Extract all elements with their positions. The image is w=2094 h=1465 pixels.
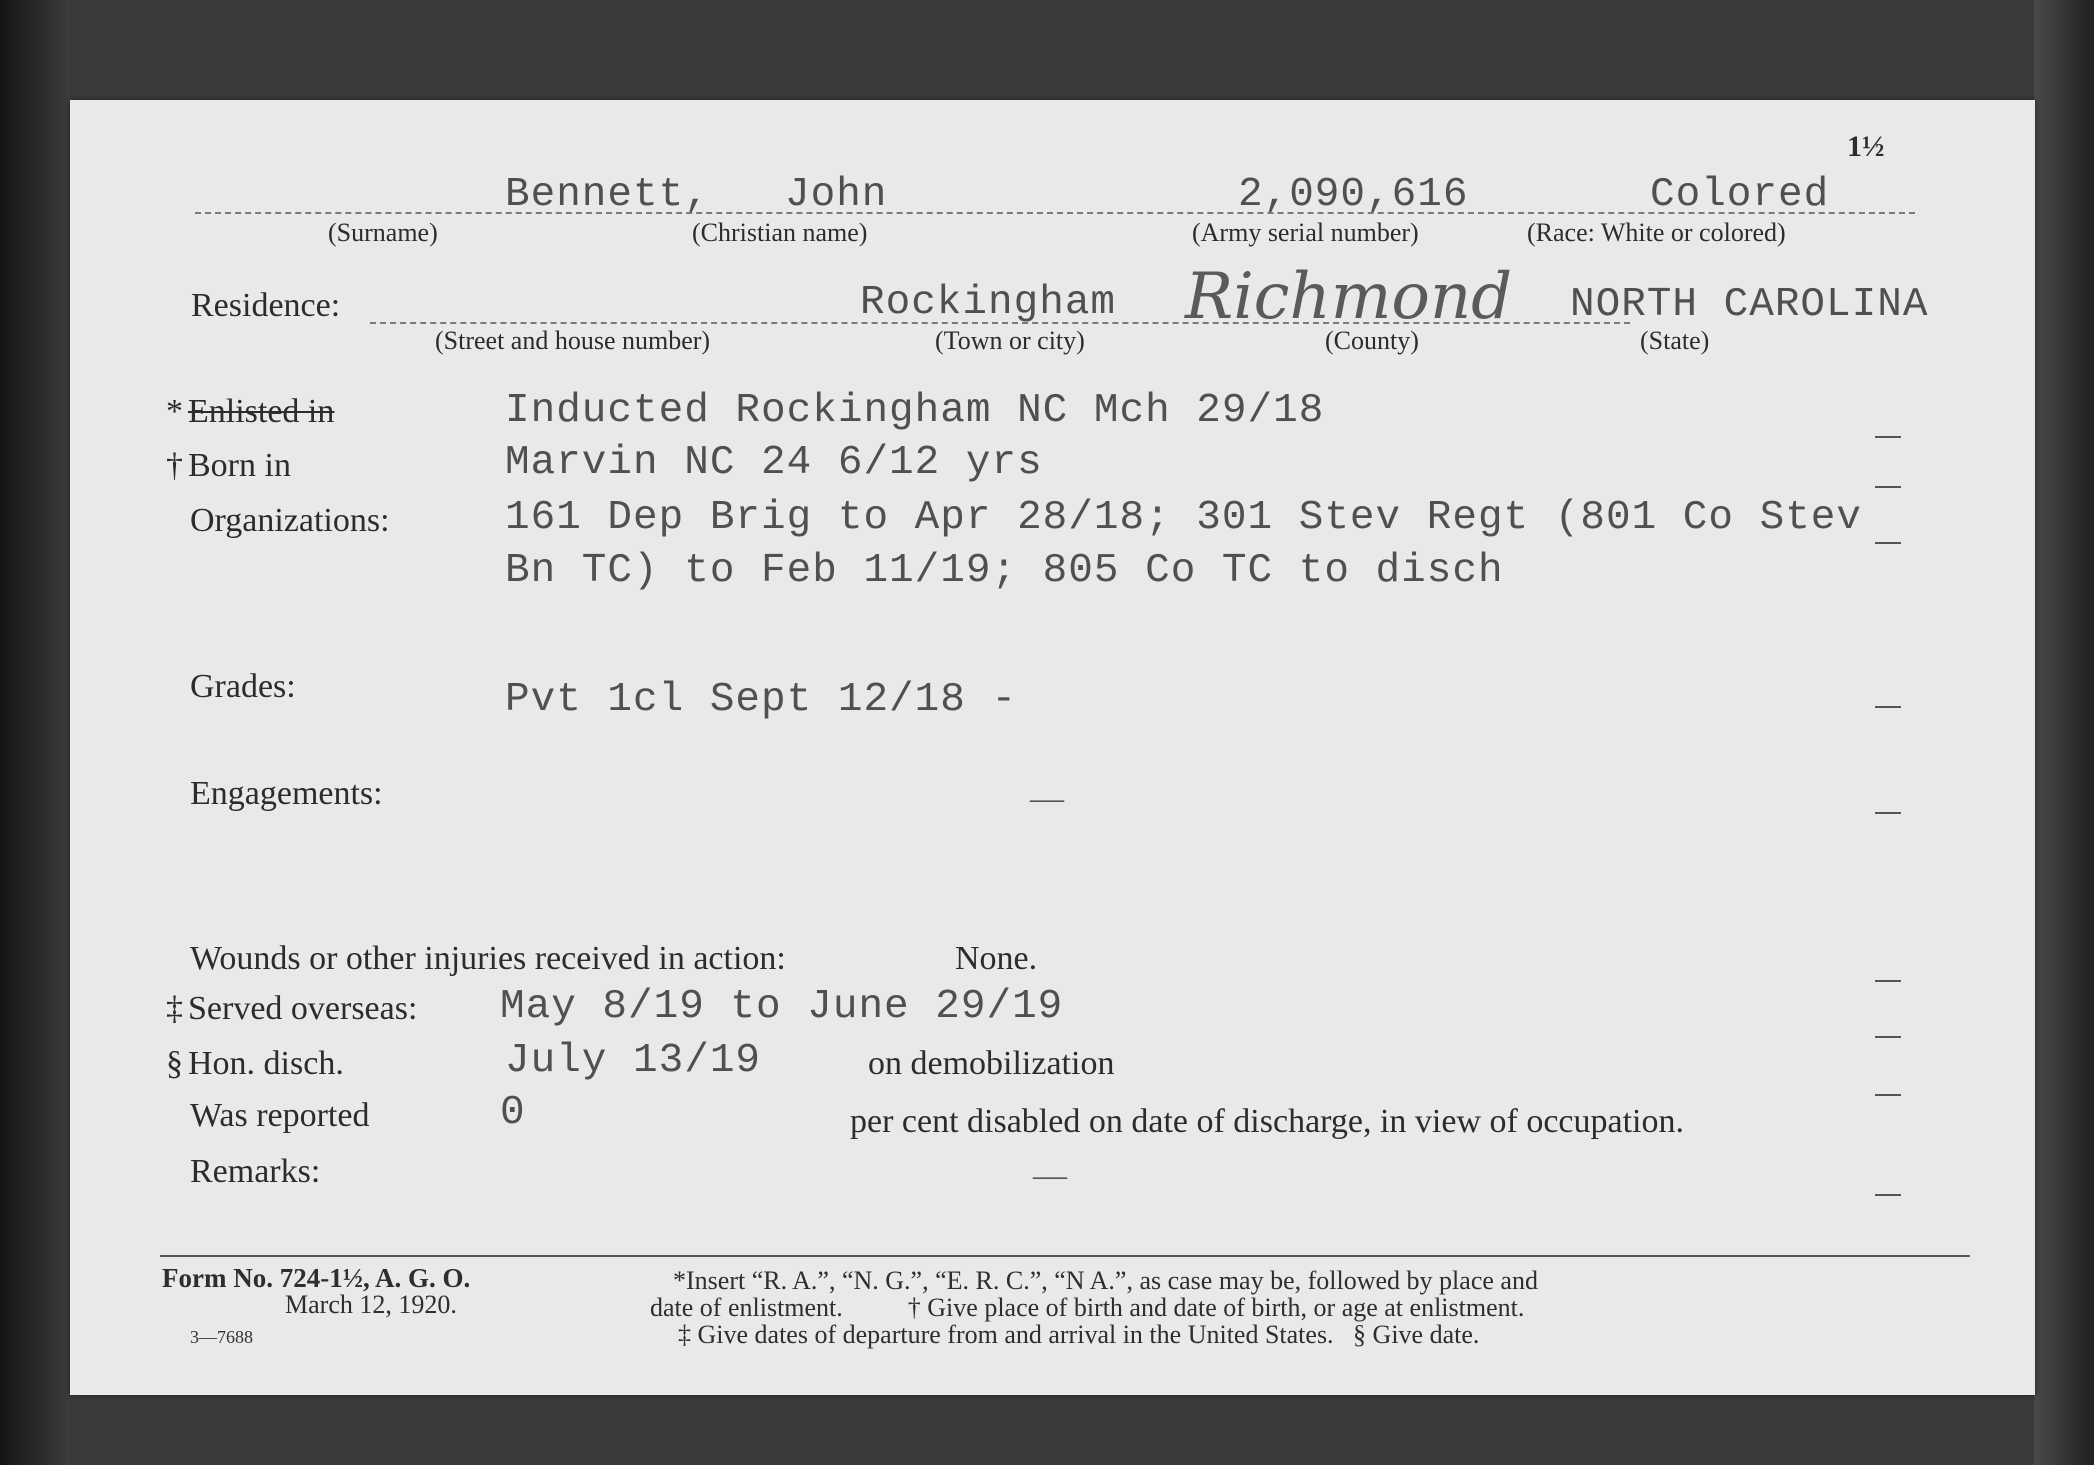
reported-value: 0 <box>500 1090 526 1136</box>
grades-label: Grades: <box>190 668 296 705</box>
overseas-value: May 8/19 to June 29/19 <box>500 984 1064 1030</box>
enlisted-value: Inducted Rockingham NC Mch 29/18 <box>505 388 1325 434</box>
county-handwritten-value: Richmond <box>1185 260 1513 334</box>
christian-name-value: John <box>785 172 888 218</box>
remarks-end-dash <box>1875 1194 1901 1196</box>
caption-county: (County) <box>1325 326 1419 355</box>
engagements-end-dash <box>1875 812 1901 814</box>
reported-suffix: per cent disabled on date of discharge, in view of occupation. <box>850 1103 1684 1140</box>
caption-serial-number: (Army serial number) <box>1192 218 1419 247</box>
wounds-label: Wounds or other injuries received in action: <box>190 940 786 977</box>
organizations-line-2: Bn TC) to Feb 11/19; 805 Co TC to disch <box>505 548 1504 594</box>
hon-disch-suffix: on demobilization <box>868 1045 1115 1082</box>
caption-state: (State) <box>1640 326 1710 355</box>
born-label: Born in <box>188 447 291 484</box>
hon-disch-end-dash <box>1875 1036 1901 1038</box>
reported-label: Was reported <box>190 1097 370 1134</box>
footnote-line-1: *Insert “R. A.”, “N. G.”, “E. R. C.”, “N A.”, as case may be, followed by place and <box>673 1266 1538 1295</box>
corner-number: 1½ <box>1847 130 1885 163</box>
race-value: Colored <box>1650 172 1830 218</box>
born-mark: † <box>166 447 183 484</box>
residence-label: Residence: <box>191 287 341 324</box>
caption-race: (Race: White or colored) <box>1527 218 1786 247</box>
caption-street: (Street and house number) <box>435 326 711 355</box>
caption-town: (Town or city) <box>935 326 1085 355</box>
hon-disch-value: July 13/19 <box>505 1038 762 1084</box>
hon-disch-mark: § <box>166 1045 183 1082</box>
overseas-label: Served overseas: <box>188 990 418 1027</box>
footer-rule <box>160 1255 1970 1257</box>
organizations-label: Organizations: <box>190 502 390 539</box>
form-date: March 12, 1920. <box>285 1290 457 1319</box>
scan-edge-right <box>2034 0 2094 1465</box>
organizations-end-dash <box>1875 542 1901 544</box>
wounds-value: None. <box>955 940 1038 977</box>
enlisted-label: Enlisted in <box>188 393 335 430</box>
grades-value: Pvt 1cl Sept 12/18 - <box>505 677 1018 723</box>
hon-disch-label: Hon. disch. <box>188 1045 344 1082</box>
overseas-end-dash <box>1875 980 1901 982</box>
remarks-label: Remarks: <box>190 1153 321 1190</box>
caption-christian-name: (Christian name) <box>692 218 868 247</box>
remarks-value: — <box>1033 1157 1067 1194</box>
enlisted-end-dash <box>1875 436 1901 438</box>
engagements-label: Engagements: <box>190 775 383 812</box>
born-value: Marvin NC 24 6/12 yrs <box>505 440 1043 486</box>
town-value: Rockingham <box>860 280 1117 326</box>
state-value: NORTH CAROLINA <box>1570 282 1929 328</box>
scan-edge-left <box>0 0 70 1465</box>
footnote-line-2: date of enlistment. † Give place of birth and date of birth, or age at enlistment. <box>650 1293 1525 1322</box>
serial-number-value: 2,090,616 <box>1238 172 1469 218</box>
engagements-value: — <box>1030 780 1064 817</box>
footnote-line-3: ‡ Give dates of departure from and arrival in the United States. § Give date. <box>678 1320 1480 1349</box>
born-end-dash <box>1875 486 1901 488</box>
organizations-line-1: 161 Dep Brig to Apr 28/18; 301 Stev Regt (801 Co Stev <box>505 495 1863 541</box>
service-record-card <box>70 100 2035 1395</box>
overseas-mark: ‡ <box>166 990 183 1027</box>
grades-end-dash <box>1875 706 1901 708</box>
form-number: Form No. 724-1½, A. G. O. <box>162 1263 471 1293</box>
print-code: 3—7688 <box>190 1327 253 1347</box>
enlisted-mark: * <box>166 393 183 430</box>
caption-surname: (Surname) <box>328 218 438 247</box>
surname-value: Bennett, <box>505 172 710 218</box>
reported-end-dash <box>1875 1094 1901 1096</box>
